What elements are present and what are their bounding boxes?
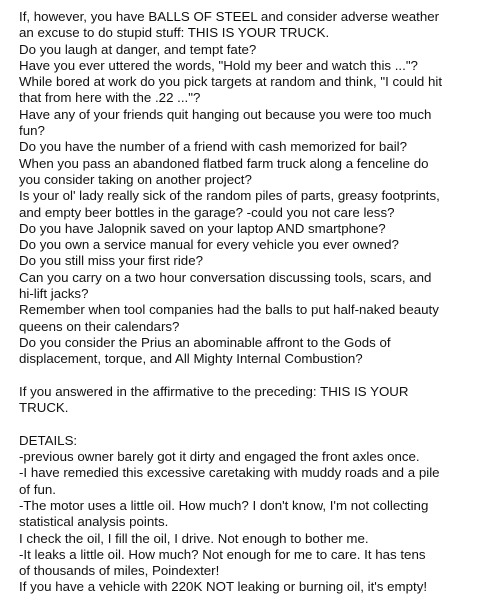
text-line: I check the oil, I fill the oil, I drive. Not enough to bother me. [19,530,369,546]
text-line: you consider taking on another project? [19,171,252,187]
text-line: Do you still miss your first ride? [19,253,203,269]
text-line: Do you have Jalopnik saved on your laptop AND smartphone? [19,220,386,236]
text-line: Do you have the number of a friend with cash memorized for bail? [19,139,408,155]
blank-line [19,368,477,384]
text-line: Remember when tool companies had the balls to put half-naked beauty [19,302,439,318]
text-line: Have you ever uttered the words, "Hold my beer and watch this ..."? [19,57,418,73]
text-line: Is your ol' lady really sick of the random piles of parts, greasy footprints, [19,188,440,204]
text-line: If you have a vehicle with 220K NOT leaking or burning oil, it's empty! [19,579,428,595]
text-line: -It leaks a little oil. How much? Not enough for me to care. It has tens [19,546,426,562]
text-line: fun? [19,123,45,139]
text-line: displacement, torque, and All Mighty Internal Combustion? [19,351,363,367]
text-line: Can you carry on a two hour conversation discussing tools, scars, and [19,269,432,285]
text-line: statistical analysis points. [19,514,169,530]
text-line: If you answered in the affirmative to the preceding: THIS IS YOUR [19,383,409,399]
text-line: Do you own a service manual for every vehicle you ever owned? [19,237,399,253]
text-line: of thousands of miles, Poindexter! [19,563,220,579]
text-line: and empty beer bottles in the garage? -could you not care less? [19,204,395,220]
text-line: queens on their calendars? [19,318,180,334]
text-line: -previous owner barely got it dirty and engaged the front axles once. [19,449,420,465]
text-line: If, however, you have BALLS OF STEEL and consider adverse weather [19,9,440,24]
text-line: -I have remedied this excessive caretaking with muddy roads and a pile [19,465,440,481]
text-line: an excuse to do stupid stuff: THIS IS YOUR TRUCK. [19,25,330,41]
text-line: TRUCK. [19,400,69,416]
text-line: Do you consider the Prius an abominable affront to the Gods of [19,334,391,350]
text-line: of fun. [19,481,56,497]
text-line: hi-lift jacks? [19,286,89,302]
text-line: DETAILS: [19,432,78,448]
text-line: Have any of your friends quit hanging out because you were too much [19,106,432,122]
text-line: that from here with the .22 ..."? [19,90,201,106]
text-line: -The motor uses a little oil. How much? I don't know, I'm not collecting [19,497,429,513]
blank-line [19,416,477,432]
text-line: Do you laugh at danger, and tempt fate? [19,41,257,57]
text-line: When you pass an abandoned flatbed farm truck along a fenceline do [19,155,429,171]
text-line: While bored at work do you pick targets at random and think, "I could hit [19,74,443,90]
